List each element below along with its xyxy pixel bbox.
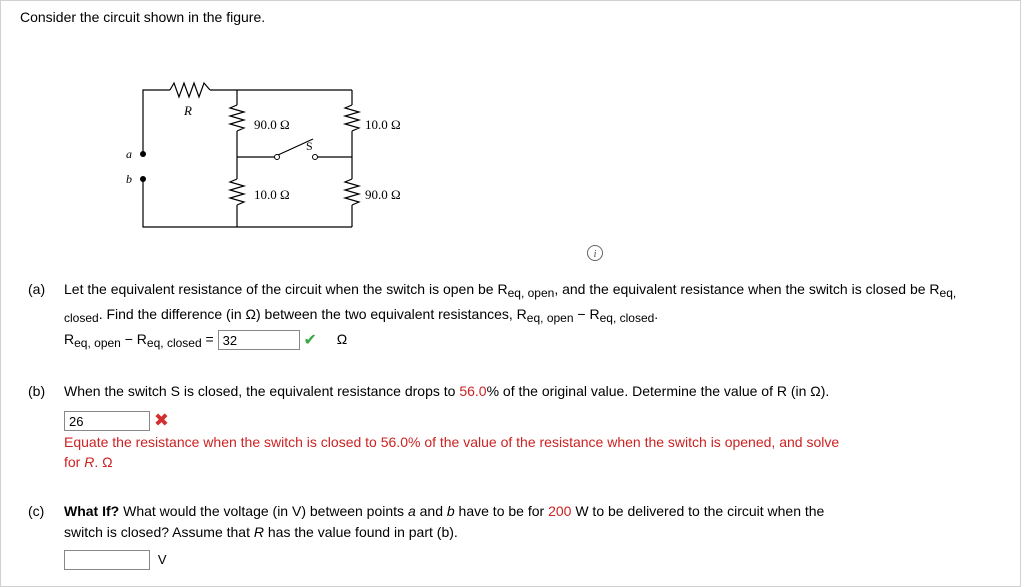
part-a-answer-row [64, 330, 347, 350]
circuit-figure [110, 75, 430, 235]
question-intro: Consider the circuit shown in the figure. [20, 9, 266, 25]
terminal-b-dot [140, 176, 146, 182]
part-a [28, 279, 998, 329]
label-r: R [184, 103, 192, 118]
incorrect-x-icon: ✖ [153, 410, 169, 430]
what-if-label: What If? [64, 503, 120, 519]
info-icon[interactable]: i [587, 245, 603, 261]
part-c-answer-input[interactable] [64, 550, 150, 570]
part-c-answer-row [64, 550, 167, 570]
part-c-label: (c) [28, 503, 45, 519]
label-bottom-right-res: 90.0 Ω [365, 187, 401, 202]
resistor-r [170, 83, 210, 97]
part-b [28, 381, 998, 402]
part-c-text: What If? What would the voltage (in V) between points a and b have to be for 200 W to be delivered to the circuit when the switch is closed? Assume that R has the value found in part (b). [64, 503, 825, 540]
part-b-label: (b) [28, 383, 46, 399]
part-a-answer-input[interactable]: 32 [218, 330, 300, 350]
part-b-percent: 56.0 [459, 383, 487, 399]
part-c-unit: V [157, 551, 167, 567]
resistor-90-right [345, 179, 359, 205]
part-a-eq-label: Req, open − Req, closed = [64, 330, 214, 350]
terminal-a-dot [140, 151, 146, 157]
resistor-10-right [345, 105, 359, 131]
label-switch: S [306, 139, 313, 153]
part-c [28, 501, 998, 543]
switch-contact-left [275, 155, 280, 160]
part-b-hint: Equate the resistance when the switch is closed to 56.0% of the value of the resistance when the switch is opened, and solve for R. Ω [64, 434, 840, 470]
part-a-text: Let the equivalent resistance of the circuit when the switch is open be Req, open, and the equivalent resistance when the switch is closed be Req, closed. Find the difference (in Ω) between the two equivalent resistances, Req, open − Req, closed. [64, 281, 957, 325]
resistor-10-left [230, 179, 244, 205]
label-bottom-left-res: 10.0 Ω [254, 187, 290, 202]
part-b-answer-input[interactable]: 26 [64, 411, 150, 431]
resistor-90-left [230, 105, 244, 131]
part-a-unit: Ω [336, 330, 348, 347]
correct-check-icon: ✔ [303, 332, 317, 349]
label-node-b: b [126, 172, 132, 186]
label-top-right-res: 10.0 Ω [365, 117, 401, 132]
part-a-label: (a) [28, 281, 46, 297]
wire-left-top [143, 90, 170, 154]
wire-left-bottom [143, 179, 352, 227]
part-c-power: 200 [548, 503, 572, 519]
label-node-a: a [126, 147, 132, 161]
switch-contact-right [313, 155, 318, 160]
part-b-answer-row [64, 410, 169, 431]
part-b-text: When the switch S is closed, the equivalent resistance drops to 56.0% of the original value. Determine the value of R (in Ω). [64, 383, 830, 399]
label-top-left-res: 90.0 Ω [254, 117, 290, 132]
